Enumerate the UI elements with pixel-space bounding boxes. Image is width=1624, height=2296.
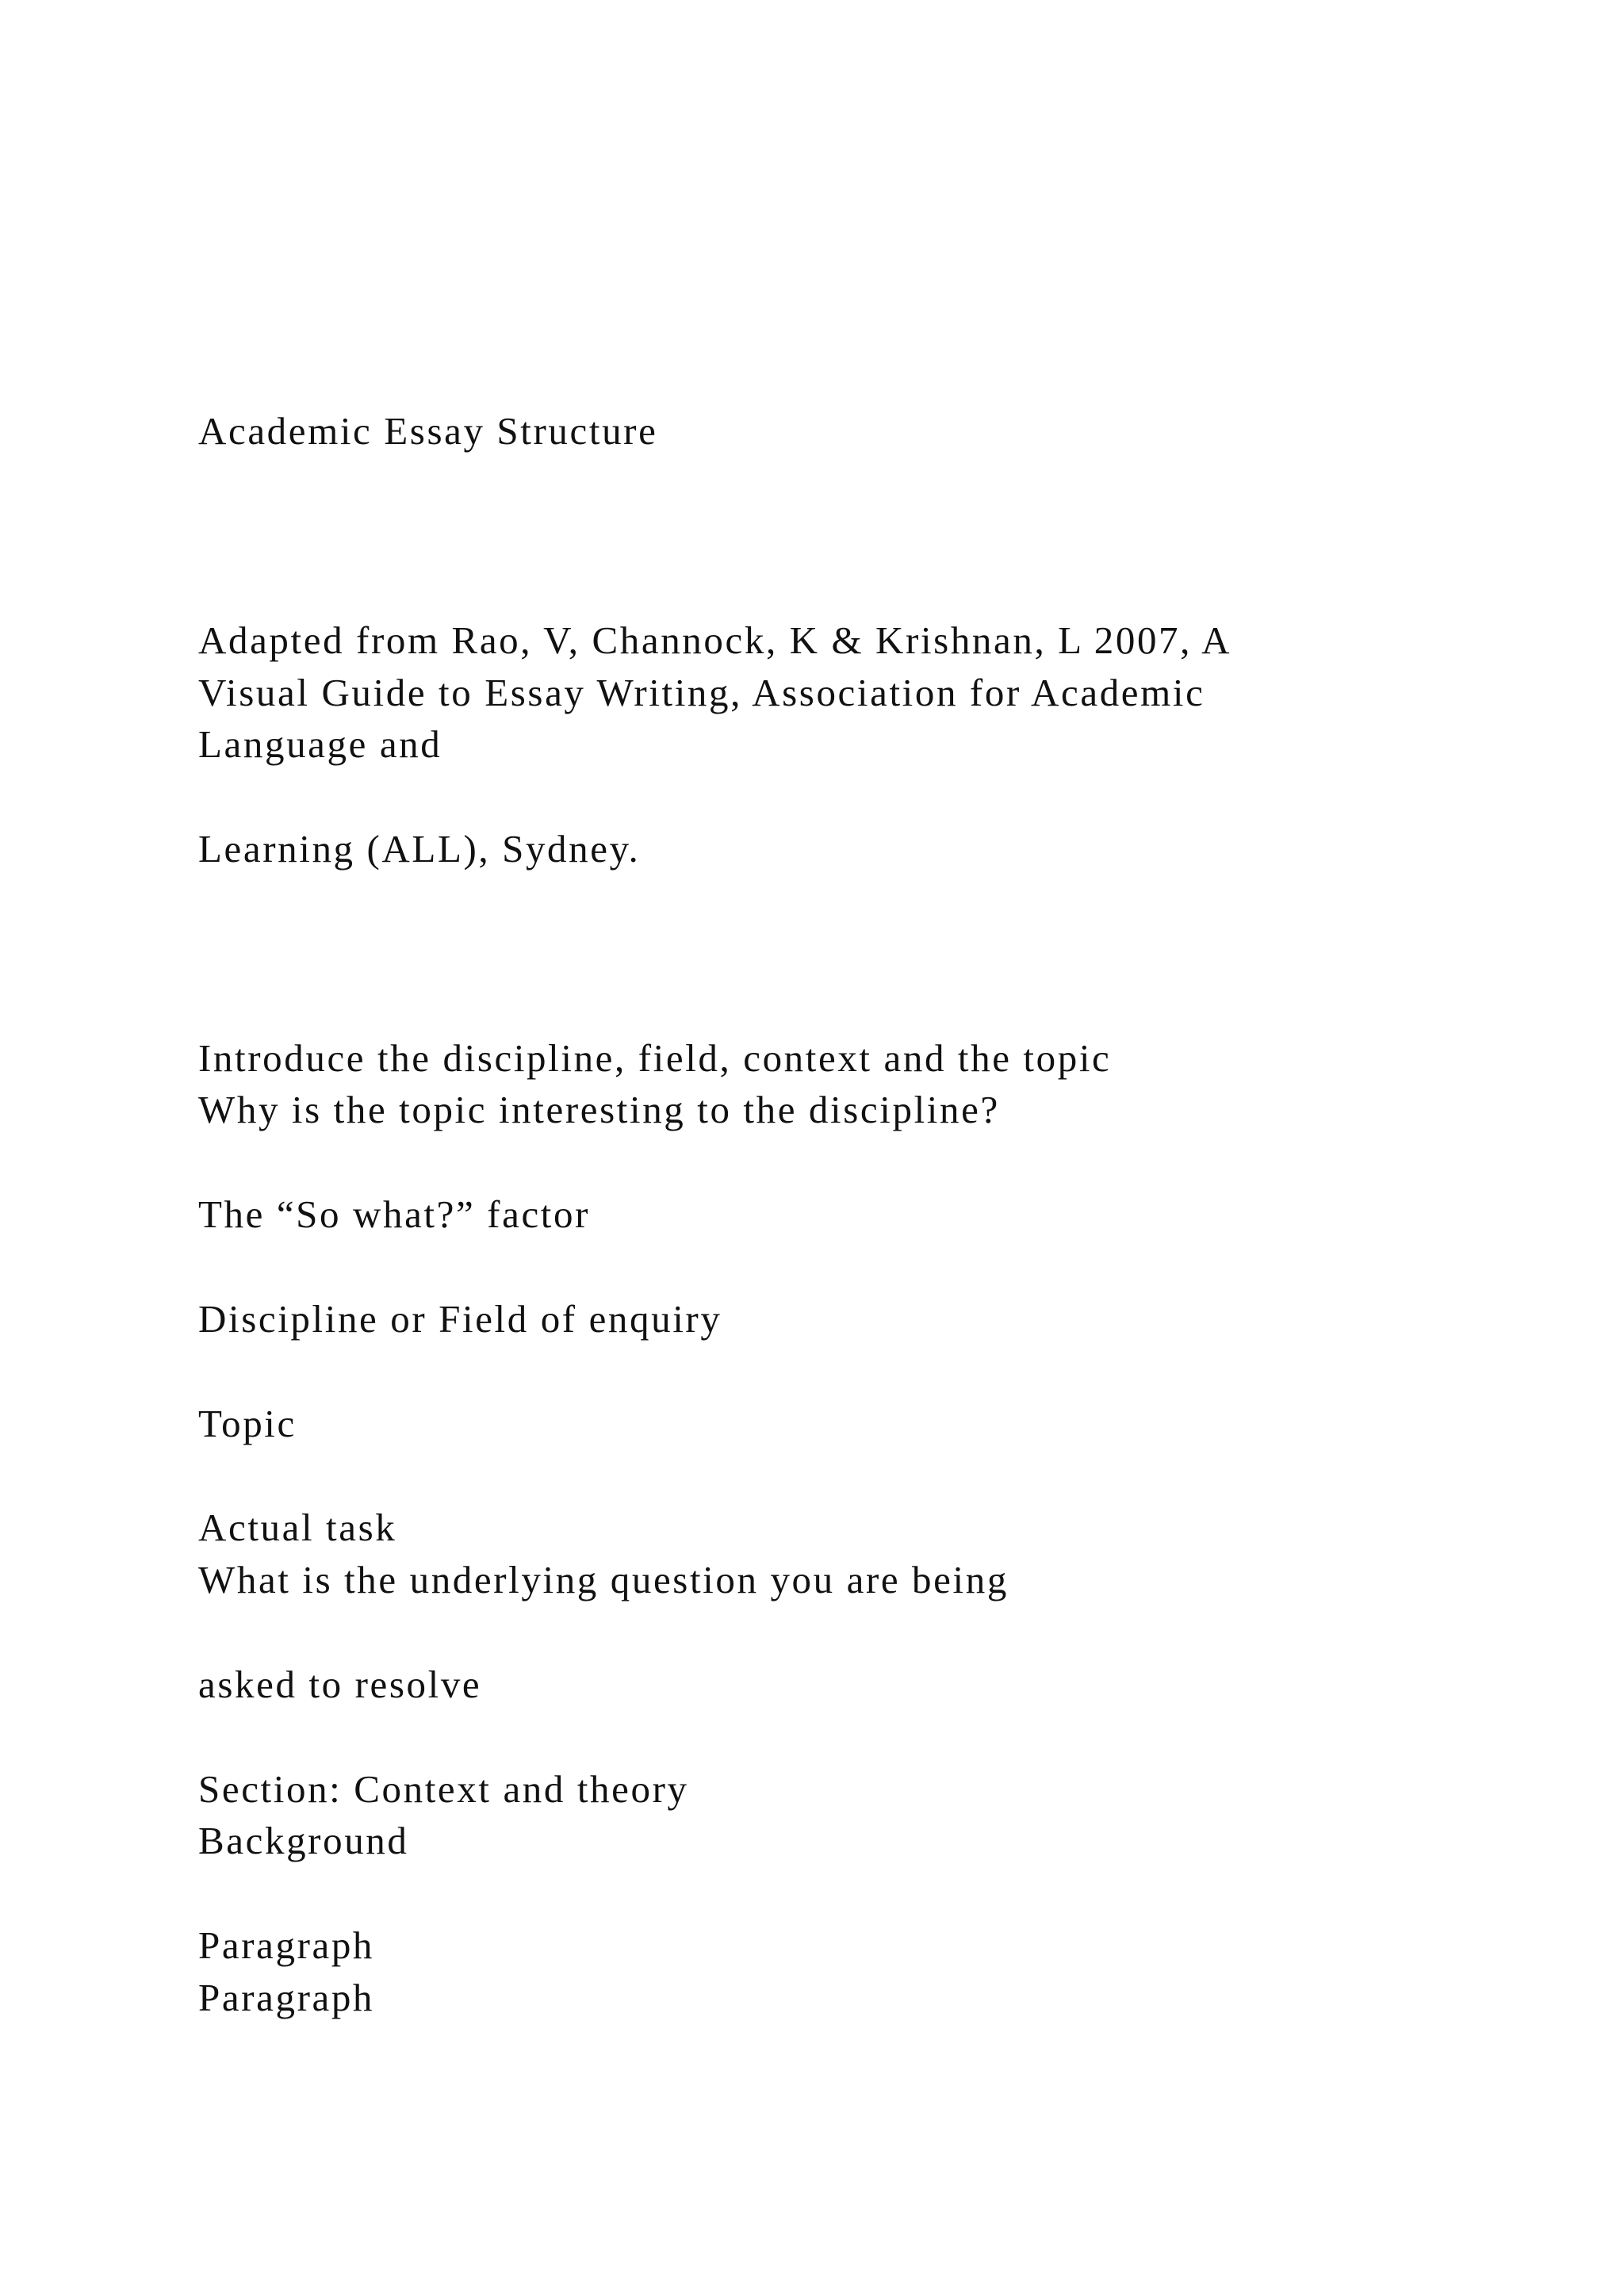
task-line-2: What is the underlying question you are being — [198, 1558, 1009, 1601]
intro-line-1: Introduce the discipline, field, context and the topic — [198, 1036, 1112, 1080]
task-line-1: Actual task — [198, 1506, 397, 1549]
document-title: Academic Essay Structure — [198, 409, 658, 453]
discipline-line: Discipline or Field of enquiry — [198, 1297, 722, 1341]
topic-line: Topic — [198, 1402, 297, 1445]
source-line-3: Language and — [198, 722, 442, 766]
source-line-2: Visual Guide to Essay Writing, Association for Academic — [198, 671, 1205, 714]
task-continued-line: asked to resolve — [198, 1663, 482, 1706]
section-line-2: Background — [198, 1819, 409, 1862]
source-line-4: Learning (ALL), Sydney. — [198, 827, 641, 871]
intro-line-2: Why is the topic interesting to the discipline? — [198, 1088, 1000, 1131]
paragraph-line-2: Paragraph — [198, 1976, 375, 2019]
section-line-1: Section: Context and theory — [198, 1767, 689, 1811]
source-line-1: Adapted from Rao, V, Channock, K & Krishnan, L 2007, A — [198, 618, 1232, 662]
so-what-line: The “So what?” factor — [198, 1192, 591, 1236]
paragraph-line-1: Paragraph — [198, 1923, 375, 1967]
